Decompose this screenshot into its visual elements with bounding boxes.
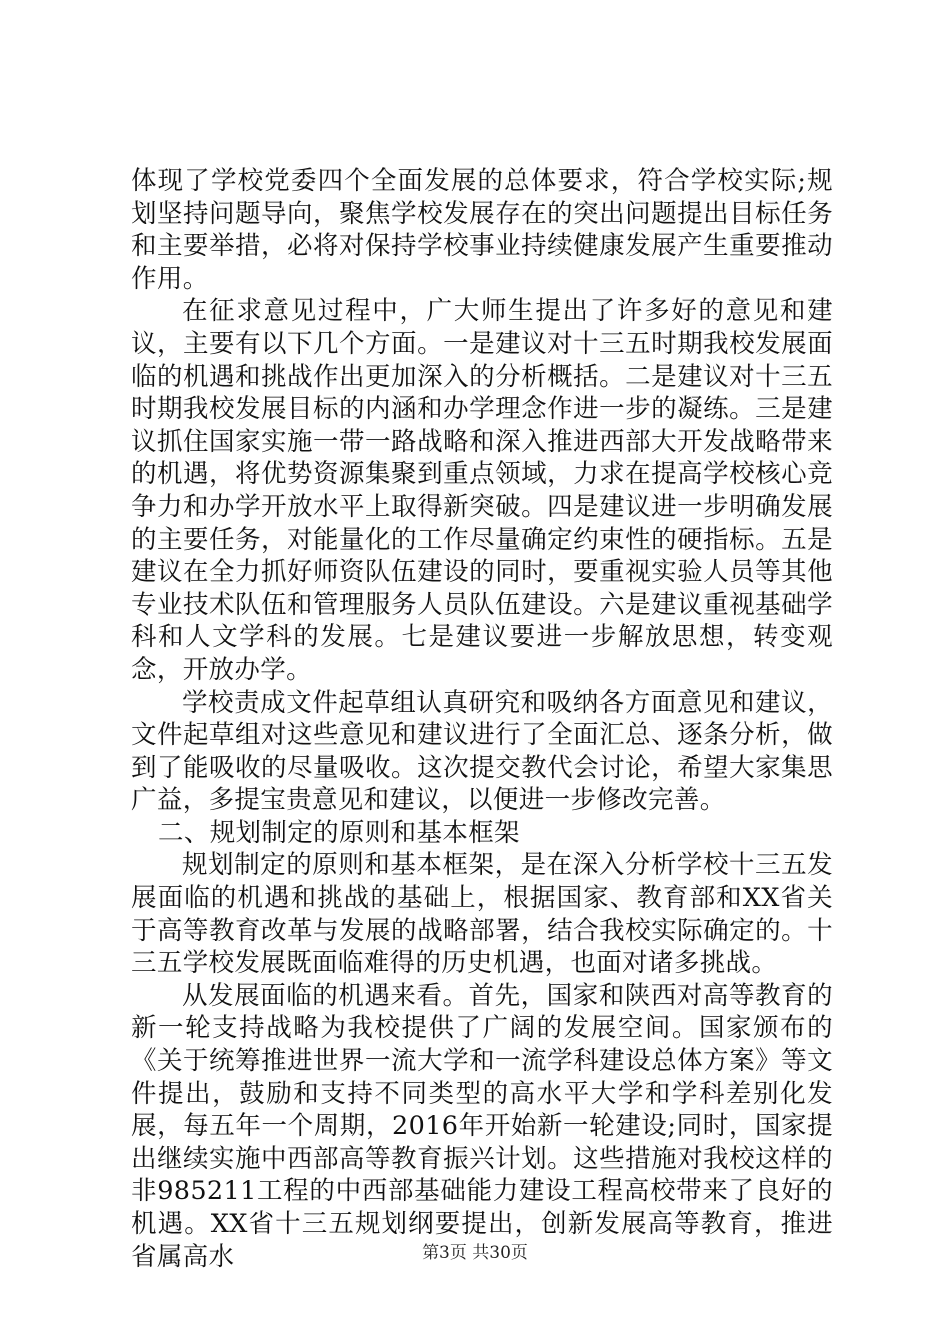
paragraph-principles: 规划制定的原则和基本框架，是在深入分析学校十三五发展面临的机遇和挑战的基础上，根据国家、教育部和XX省关于高等教育改革与发展的战略部署，结合我校实际确定的。十三五学校发展既面临难得的历史机遇，也面对诸多挑战。 xyxy=(131,850,833,979)
document-body xyxy=(131,165,833,1273)
section-heading: 二、规划制定的原则和基本框架 xyxy=(158,817,520,848)
paragraph-opportunities: 从发展面临的机遇来看。首先，国家和陕西对高等教育的新一轮支持战略为我校提供了广阔的发展空间。国家颁布的《关于统筹推进世界一流大学和一流学科建设总体方案》等文件提出，鼓励和支持不同类型的高水平大学和学科差别化发展，每五年一个周期，2016年开始新一轮建设;同时，国家提出继续实施中西部高等教育振兴计划。这些措施对我校这样的非985211工程的中西部基础能力建设工程高校带来了良好的机遇。XX省十三五规划纲要提出，创新发展高等教育，推进省属高水 xyxy=(131,980,833,1272)
page-number-footer: 第3页 共30页 xyxy=(422,1243,528,1263)
paragraph-feedback: 在征求意见过程中，广大师生提出了许多好的意见和建议，主要有以下几个方面。一是建议对十三五时期我校发展面临的机遇和挑战作出更加深入的分析概括。二是建议对十三五时期我校发展目标的内涵和办学理念作进一步的凝练。三是建议抓住国家实施一带一路战略和深入推进西部大开发战略带来的机遇，将优势资源集聚到重点领域，力求在提高学校核心竞争力和办学开放水平上取得新突破。四是建议进一步明确发展的主要任务，对能量化的工作尽量确定约束性的硬指标。五是建议在全力抓好师资队伍建设的同时，要重视实验人员等其他专业技术队伍和管理服务人员队伍建设。六是建议重视基础学科和人文学科的发展。七是建议要进一步解放思想，转变观念，开放办学。 xyxy=(131,296,833,685)
paragraph-drafting-group: 学校责成文件起草组认真研究和吸纳各方面意见和建议，文件起草组对这些意见和建议进行了全面汇总、逐条分析，做到了能吸收的尽量吸收。这次提交教代会讨论，希望大家集思广益，多提宝贵意见和建议，以便进一步修改完善。 xyxy=(131,687,833,816)
paragraph-continuation: 体现了学校党委四个全面发展的总体要求，符合学校实际;规划坚持问题导向，聚焦学校发展存在的突出问题提出目标任务和主要举措，必将对保持学校事业持续健康发展产生重要推动作用。 xyxy=(131,166,833,294)
